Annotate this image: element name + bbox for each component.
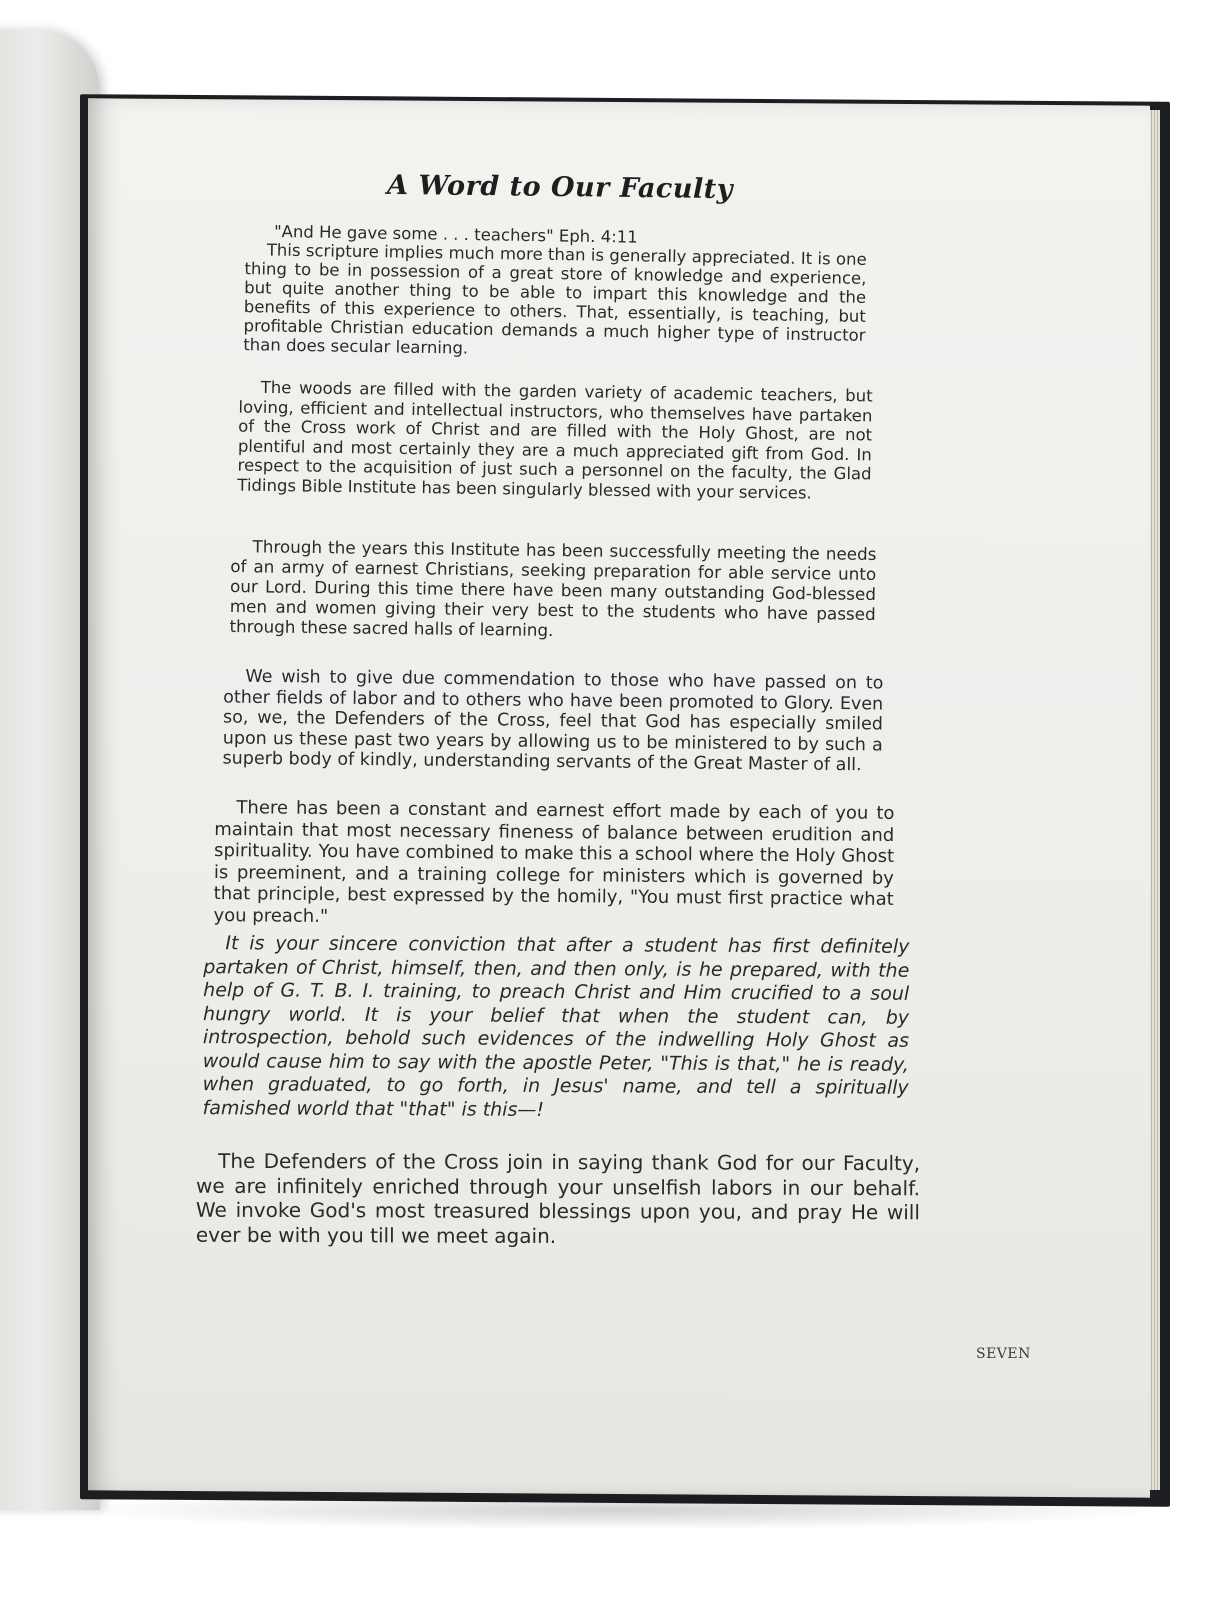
book-shadow — [60, 1490, 1170, 1530]
paragraph-4: We wish to give due commendation to those who have passed on to other fields of labor and to others who have been promoted to Glory. Even so, we, the Defenders of the Cross, feel that God has especially smiled upon us these past two years by allowing us to be ministered to by such a superb body of kindly, understanding servants of the Great Master of all. — [222, 666, 884, 776]
paragraph-1: This scripture implies much more than is generally appreciated. It is one thing to be in possession of a great store of knowledge and experience, but quite another thing to be able to impart this knowledge and the benefits of this experience to others. That, essentially, is teaching, but profitable Christian education demands a much higher type of instructor than does secular learning. — [243, 240, 867, 358]
paragraph-3: Through the years this Institute has been successfully meeting the needs of an army of earnest Christians, seeking preparation for able service unto our Lord. During this time there have been many outstanding God-blessed men and women giving their very best to the students who have passed through these sacred halls of learning. — [229, 536, 877, 641]
page-number: SEVEN — [976, 1346, 1031, 1362]
paragraph-7: The Defenders of the Cross join in saying thank God for our Faculty, we are infinitely enriched through your unselfish labors in our behalf. We invoke God's most treasured blessings upon you, and pray He will ever be with you till we meet again. — [195, 1148, 921, 1248]
paragraph-5: There has been a constant and earnest effort made by each of you to maintain that most necessary fineness of balance between erudition and spirituality. You have combined to make this a school where the Holy Ghost is preeminent, and a training college for ministers which is governed by that principle, best expressed by the homily, "You must first practice what you preach." — [213, 797, 895, 927]
paragraph-6: It is your sincere conviction that after a student has first definitely partaken of Christ, himself, then, and then only, is he prepared, with the help of G. T. B. I. training, to preach Christ and Him crucified to a soul hungry world. It is your belief that when the student can, by introspection, behold such evidences of the indwelling Holy Ghost as would cause him to say with the apostle Peter, "This is that," he is ready, when graduated, to go forth, in Jesus' name, and tell a spiritually famished world that "that" is this—! — [202, 932, 910, 1121]
scripture-verse: "And He gave some . . . teachers" Eph. 4:11 — [273, 221, 638, 247]
page-title: A Word to Our Faculty — [386, 169, 734, 206]
paragraph-2: The woods are filled with the garden variety of academic teachers, but loving, efficient and intellectual instructors, who themselves have partaken of the Cross work of Christ and are filled with the Holy Ghost, are not plentiful and most certainly they are a much appreciated gift from God. In respect to the acquisition of just such a personnel on the faculty, the Glad Tidings Bible Institute has been singularly blessed with your services. — [237, 377, 873, 503]
